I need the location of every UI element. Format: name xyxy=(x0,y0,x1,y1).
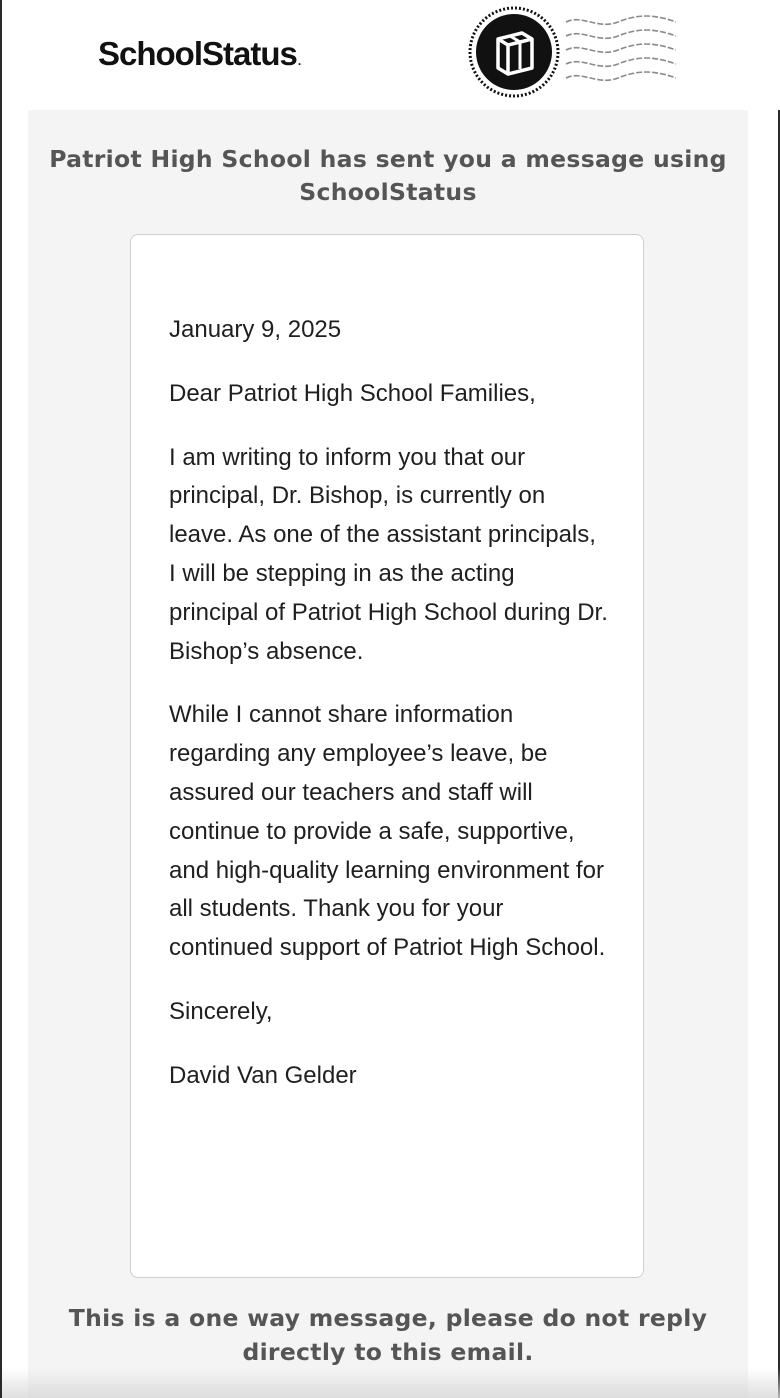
logo-text: SchoolStatus xyxy=(98,35,297,72)
schoolstatus-logo xyxy=(98,30,300,85)
letter-paragraph: While I cannot share information regarding any employee’s leave, be assured our teachers and staff will continue to provide a safe, supportive, and high-quality learning environment for all students. Thank you for your continued support of Patriot High School. xyxy=(169,701,606,962)
intro-text: Patriot High School has sent you a message using SchoolStatus xyxy=(49,145,727,206)
logo-mark: . xyxy=(297,54,301,68)
letter-paragraph: I am writing to inform you that our principal, Dr. Bishop, is currently on leave. As one of the assistant principals, I will be stepping in as the acting principal of Patriot High School during Dr. Bishop’s absence. xyxy=(169,443,608,665)
book-stamp-icon xyxy=(466,6,562,98)
email-header xyxy=(2,0,780,110)
message-card xyxy=(130,234,644,1278)
postmark-wavy-lines-icon xyxy=(562,12,680,88)
letter-date: January 9, 2025 xyxy=(169,316,342,343)
one-way-notice: This is a one way message, please do not reply directly to this email. xyxy=(68,1304,708,1366)
letter-greeting: Dear Patriot High School Families, xyxy=(169,379,536,407)
letter-closing: Sincerely, xyxy=(169,997,273,1025)
letter-signature: David Van Gelder xyxy=(169,1061,357,1089)
letter-body xyxy=(169,311,609,1121)
